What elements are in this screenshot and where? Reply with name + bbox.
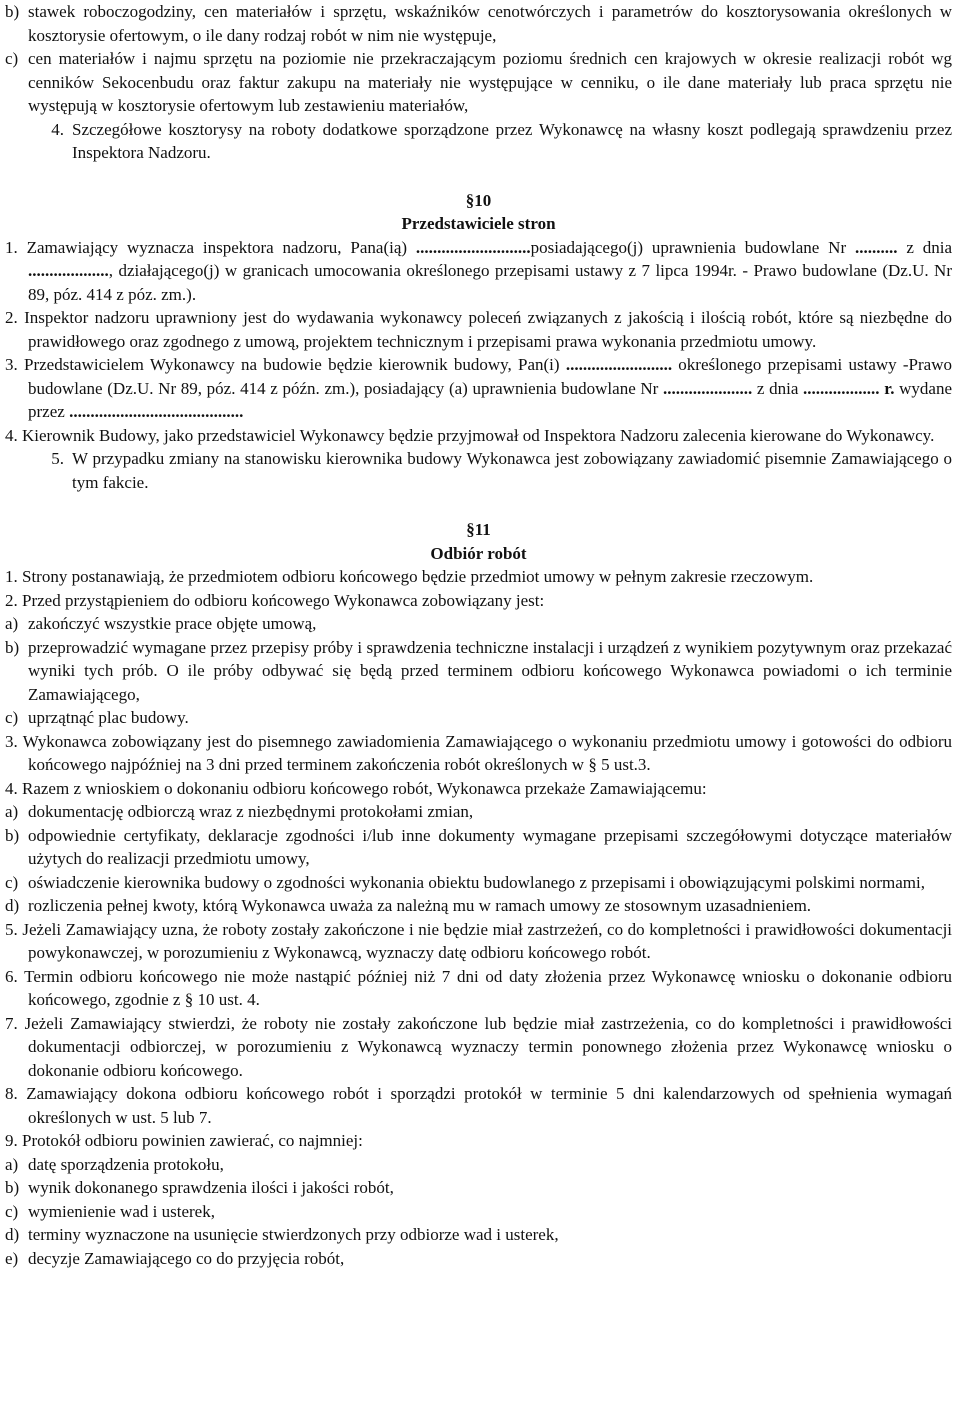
paragraph-label: 3. — [5, 355, 18, 374]
paragraph-text: Jeżeli Zamawiający stwierdzi, że roboty nie zostały zakończone lub będzie miał zastrzeżenia, co do kompletności i prawidłowości dokumentacji odbiorczej, w porozumieniu z Wykonawcą wyznaczy termin ponownego złożenia przez Wykonawcę wniosku o dokonanie odbioru końcowego. — [24, 1013, 952, 1080]
paragraph-label: 4. — [5, 425, 18, 445]
section-10-title: Przedstawiciele stron — [401, 214, 556, 233]
paragraph-label: 2. — [5, 308, 18, 327]
paragraph-label: 4. — [5, 778, 18, 798]
paragraph-label: 1. — [5, 567, 18, 586]
paragraph-text: posiadającego(j) uprawnienia budowlane Nr — [530, 237, 855, 257]
paragraph-text: z dnia — [752, 378, 804, 398]
item-label: a) — [5, 614, 19, 633]
paragraph-text: Zamawiający dokona odbioru końcowego robót i sporządzi protokół w terminie 5 dni kalendarzowych od spełnienia wymagań określonych w ust. 5 lub 7. — [26, 1084, 952, 1127]
item-label: c) — [5, 49, 19, 68]
paragraph-text: Przed przystąpieniem do odbioru końcowego Wykonawca zobowiązany jest: — [22, 590, 545, 610]
item-text: terminy wyznaczone na usunięcie stwierdzonych przy odbiorze wad i usterek, — [28, 1225, 559, 1244]
item-label: a) — [5, 802, 19, 821]
item-label: d) — [5, 896, 20, 915]
blank-license-dots: .......... — [854, 237, 898, 257]
paragraph-text: , działającego(j) w granicach umocowania określonego przepisami ustawy z 7 lipca 1994r. - Prawo budowlane (Dz.U. Nr 89, póz. 414 z póz. zm.). — [28, 261, 952, 304]
item-label: b) — [5, 637, 20, 657]
blank-issuer-dots: ......................................... — [69, 402, 244, 421]
year-abbrev: r. — [884, 378, 895, 398]
list-item — [5, 800, 952, 824]
list-item — [5, 1153, 952, 1177]
section-11-paragraph-9 — [5, 1129, 952, 1153]
section-11-paragraph-5 — [5, 918, 952, 965]
item-text: wynik dokonanego sprawdzenia ilości i jakości robót, — [28, 1178, 394, 1197]
section-10-paragraph-5 — [0, 447, 952, 494]
section-11-paragraph-6 — [5, 965, 952, 1012]
paragraph-label: 9. — [5, 1131, 18, 1150]
paragraph-text: W przypadku zmiany na stanowisku kierownika budowy Wykonawca jest zobowiązany zawiadomić pisemnie Zamawiającego o tym fakcie. — [72, 449, 952, 492]
item-text: oświadczenie kierownika budowy o zgodności wykonania obiektu budowlanego z przepisami i obowiązującymi polskimi normami, — [28, 872, 926, 892]
item-label: c) — [5, 1201, 19, 1221]
item-text: zakończyć wszystkie prace objęte umową, — [28, 614, 317, 633]
list-item — [5, 636, 952, 707]
paragraph-text: z dnia — [897, 237, 952, 257]
section-10-number: §10 — [465, 190, 492, 210]
list-item — [5, 871, 952, 895]
paragraph-text: Zamawiający wyznacza inspektora nadzoru, Pana(ią) — [26, 237, 416, 257]
section-10-paragraph-1 — [5, 236, 952, 307]
item-text: odpowiednie certyfikaty, deklaracje zgodności i/lub inne dokumenty wymagane przepisami szczegółowymi dotyczące materiałów użytych do realizacji przedmiotu umowy, — [28, 825, 952, 868]
item-text: decyzje Zamawiającego co do przyjęcia robót, — [28, 1248, 345, 1268]
paragraph-text: Jeżeli Zamawiający uzna, że roboty zostały zakończone i nie będzie miał zastrzeżeń, co do kompletności i prawidłowości dokumentacji powykonawczej, w porozumieniu z Wykonawcą, wyznaczy datę odbioru końcowego robót. — [22, 919, 953, 962]
item-text: Szczegółowe kosztorysy na roboty dodatkowe sporządzone przez Wykonawcę na własny koszt podlegają sprawdzeniu przez Inspektora Nadzoru. — [72, 119, 952, 162]
paragraph-label: 6. — [5, 966, 18, 986]
list-item — [5, 1176, 952, 1200]
item-text: cen materiałów i najmu sprzętu na poziomie nie przekraczającym poziomu średnich cen krajowych w okresie realizacji robót wg cenników Sekocenbudu oraz faktur zakupu na materiały nie występujące w cenniku, o ile dane materiały lub praca sprzętu nie występują w kosztorysie ofertowym lub zestawieniu materiałów, — [28, 49, 952, 115]
paragraph-label: 2. — [5, 590, 18, 610]
paragraph-label: 5. — [51, 449, 64, 468]
section-10-paragraph-4 — [5, 424, 952, 448]
item-text: rozliczenia pełnej kwoty, którą Wykonawca uważa za należną mu w ramach umowy ze stosownym uzasadnieniem. — [28, 896, 812, 915]
blank-date-dots: .................. — [803, 378, 880, 398]
blank-date-dots: ................... — [28, 261, 109, 280]
item-label: d) — [5, 1225, 20, 1244]
list-item — [5, 1223, 952, 1247]
section-10-paragraph-3 — [5, 353, 952, 424]
section-11-paragraph-7 — [5, 1012, 952, 1083]
section-11-paragraph-1 — [5, 565, 952, 589]
item-text: uprzątnąć plac budowy. — [28, 708, 189, 727]
paragraph-top-4 — [0, 118, 952, 165]
blank-name-dots: ........................... — [415, 237, 531, 257]
list-item — [5, 1247, 952, 1271]
paragraph-text: Kierownik Budowy, jako przedstawiciel Wykonawcy będzie przyjmował od Inspektora Nadzoru zalecenia kierowane do Wykonawcy. — [22, 425, 935, 445]
paragraph-text: Termin odbioru końcowego nie może nastąpić później niż 7 dni od daty złożenia przez Wykonawcę wniosku o dokonanie odbioru końcowego, zgodnie z § 10 ust. 4. — [24, 966, 952, 1009]
paragraph-text: Strony postanawiają, że przedmiotem odbioru końcowego będzie przedmiot umowy w pełnym zakresie rzeczowym. — [22, 567, 814, 586]
section-11-paragraph-2 — [5, 589, 952, 613]
item-label: a) — [5, 1154, 19, 1174]
item-label: c) — [5, 708, 19, 727]
item-text: wymienienie wad i usterek, — [28, 1201, 215, 1221]
section-11-title: Odbiór robót — [430, 543, 527, 563]
blank-license-dots: ..................... — [663, 378, 753, 398]
list-item — [5, 1200, 952, 1224]
item-label: b) — [5, 825, 20, 845]
item-label: b) — [5, 2, 20, 21]
section-10-paragraph-2 — [5, 306, 952, 353]
paragraph-text: Protokół odbioru powinien zawierać, co najmniej: — [22, 1131, 363, 1150]
list-item-top-c — [5, 47, 952, 118]
paragraph-label: 5. — [5, 919, 18, 939]
section-11-paragraph-4 — [5, 777, 952, 801]
item-text: dokumentację odbiorczą wraz z niezbędnymi protokołami zmian, — [28, 802, 474, 821]
item-text: przeprowadzić wymagane przez przepisy próby i sprawdzenia techniczne instalacji i urządzeń z wynikiem pozytywnym oraz przekazać wyniki tych prób. O ile próby odbywać się będą przed terminem odbioru końcowego Wykonawca powiadomi o ich terminie Zamawiającego, — [28, 637, 952, 704]
section-11-paragraph-3 — [5, 730, 952, 777]
list-item-top-b — [5, 0, 952, 47]
blank-name-dots: ......................... — [565, 355, 673, 374]
item-text: datę sporządzenia protokołu, — [28, 1154, 224, 1174]
section-11-number: §11 — [466, 520, 491, 539]
list-item — [5, 894, 952, 918]
item-text: stawek roboczogodziny, cen materiałów i sprzętu, wskaźników cenotwórczych i parametrów do kosztorysowania określonych w kosztorysie ofertowym, o ile dany rodzaj robót w nim nie występuje, — [28, 2, 952, 45]
list-item — [5, 706, 952, 730]
list-item — [5, 824, 952, 871]
paragraph-label: 1. — [5, 237, 18, 257]
paragraph-label: 7. — [5, 1013, 18, 1033]
item-label: 4. — [51, 119, 64, 139]
paragraph-text: Inspektor nadzoru uprawniony jest do wydawania wykonawcy poleceń związanych z jakością i ilością robót, które są niezbędne do prawidłowego oraz zgodnego z umową, projektem technicznym i przepisami prawa wykonania przedmiotu umowy. — [24, 308, 953, 351]
item-label: c) — [5, 872, 19, 892]
paragraph-label: 3. — [5, 731, 18, 751]
paragraph-text: określonego przepisami ustawy -Prawo budowlane (Dz.U. Nr 89, póz. 414 z późn. zm.), posiadający (a) uprawnienia budowlane Nr — [28, 355, 952, 398]
paragraph-text: Wykonawca zobowiązany jest do pisemnego zawiadomienia Zamawiającego o wykonaniu przedmiotu umowy i gotowości do odbioru końcowego najpóźniej na 3 dni przed terminem zakończenia robót określonych w § 5 ust.3. — [22, 731, 952, 774]
paragraph-text: Przedstawicielem Wykonawcy na budowie będzie kierownik budowy, Pan(i) — [24, 355, 566, 374]
list-item — [5, 612, 952, 636]
paragraph-text: wydane przez — [28, 378, 952, 421]
item-label: e) — [5, 1248, 19, 1268]
paragraph-text: Razem z wnioskiem o dokonaniu odbioru końcowego robót, Wykonawca przekaże Zamawiającemu: — [22, 778, 707, 798]
paragraph-label: 8. — [5, 1084, 18, 1103]
item-label: b) — [5, 1178, 20, 1197]
section-11-paragraph-8 — [5, 1082, 952, 1129]
